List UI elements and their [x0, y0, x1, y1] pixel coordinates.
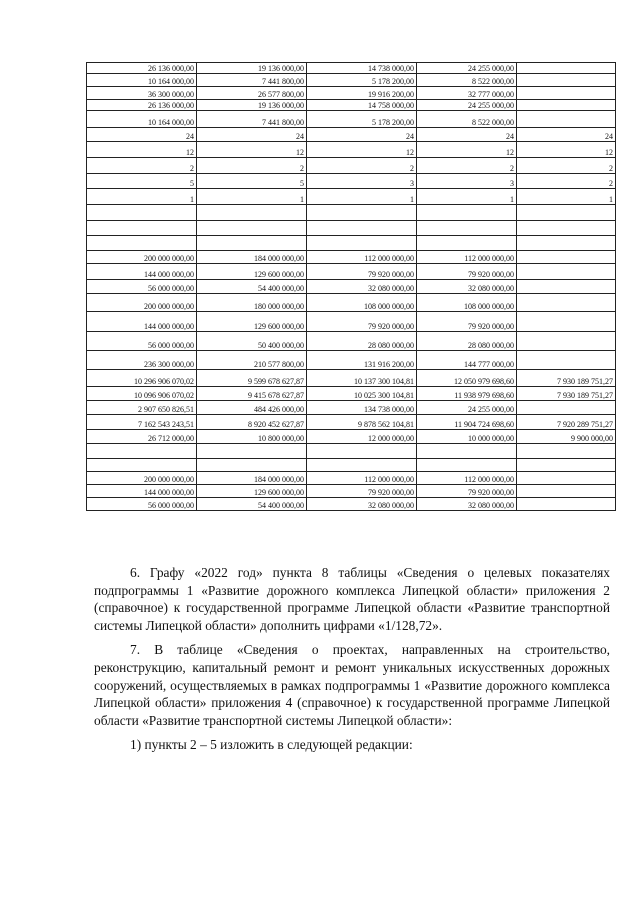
table-cell: 32 080 000,00 [307, 498, 417, 511]
table-cell: 2 [417, 158, 517, 174]
table-cell: 9 415 678 627,87 [197, 387, 307, 401]
table-row [87, 351, 616, 370]
table-cell [517, 485, 616, 498]
table-cell [517, 472, 616, 485]
table-cell: 1 [307, 189, 417, 205]
table-row [87, 158, 616, 174]
table-cell [517, 251, 616, 264]
table-cell [417, 236, 517, 251]
table-cell: 8 522 000,00 [417, 74, 517, 87]
table-cell [517, 264, 616, 280]
table-cell [517, 63, 616, 74]
table-row [87, 142, 616, 158]
table-cell: 2 [517, 174, 616, 189]
table-cell [197, 444, 307, 459]
table-cell: 12 [87, 142, 197, 158]
table-cell: 11 904 724 698,60 [417, 415, 517, 430]
table-cell: 26 577 800,00 [197, 87, 307, 100]
table-row [87, 415, 616, 430]
table-cell: 10 296 906 070,02 [87, 370, 197, 387]
table-cell [87, 221, 197, 236]
table-cell [307, 205, 417, 221]
paragraph-7: 7. В таблице «Сведения о проектах, направленных на строительство, реконструкцию, капитальный ремонт и ремонт уникальных искусственных дорожных сооружений, осуществляемых в рамках подпрограммы 1 «Развитие дорожного комплекса Липецкой области» приложения 4 (справочное) к государственной программе Липецкой области «Развитие транспортной системы Липецкой области»: [94, 642, 610, 728]
table-cell: 28 080 000,00 [307, 332, 417, 351]
table-cell: 24 [517, 128, 616, 142]
table-cell [307, 459, 417, 472]
table-cell: 3 [417, 174, 517, 189]
table-cell [87, 236, 197, 251]
table-cell: 32 080 000,00 [307, 280, 417, 294]
table-cell: 19 136 000,00 [197, 100, 307, 111]
table-cell [417, 205, 517, 221]
table-cell: 26 712 000,00 [87, 430, 197, 444]
table-cell: 184 000 000,00 [197, 251, 307, 264]
table-row [87, 485, 616, 498]
table-cell: 7 441 800,00 [197, 74, 307, 87]
table-cell: 56 000 000,00 [87, 498, 197, 511]
table-row [87, 401, 616, 415]
table-cell: 32 080 000,00 [417, 498, 517, 511]
table-cell: 200 000 000,00 [87, 294, 197, 312]
table-cell: 26 136 000,00 [87, 63, 197, 74]
table-cell: 1 [417, 189, 517, 205]
table-cell: 12 [307, 142, 417, 158]
table-cell: 129 600 000,00 [197, 264, 307, 280]
table-cell: 26 136 000,00 [87, 100, 197, 111]
table-cell: 184 000 000,00 [197, 472, 307, 485]
table-cell: 56 000 000,00 [87, 332, 197, 351]
table-cell: 9 900 000,00 [517, 430, 616, 444]
table-row [87, 370, 616, 387]
table-cell: 10 096 906 070,02 [87, 387, 197, 401]
table-cell [517, 312, 616, 332]
table-cell [517, 280, 616, 294]
table-cell: 5 [87, 174, 197, 189]
table-cell: 108 000 000,00 [417, 294, 517, 312]
table-cell: 24 255 000,00 [417, 63, 517, 74]
financing-table [86, 62, 616, 511]
table-cell: 10 800 000,00 [197, 430, 307, 444]
table-cell [417, 444, 517, 459]
table-cell: 79 920 000,00 [307, 312, 417, 332]
table-cell: 144 000 000,00 [87, 312, 197, 332]
table-cell: 12 000 000,00 [307, 430, 417, 444]
table-cell: 10 025 300 104,81 [307, 387, 417, 401]
table-cell: 5 [197, 174, 307, 189]
table-cell [307, 444, 417, 459]
table-cell [517, 205, 616, 221]
table-cell: 12 [517, 142, 616, 158]
table-cell: 79 920 000,00 [417, 312, 517, 332]
table-row [87, 174, 616, 189]
table-row [87, 189, 616, 205]
table-cell: 1 [87, 189, 197, 205]
table-cell: 112 000 000,00 [417, 251, 517, 264]
table-cell [517, 351, 616, 370]
table-cell: 3 [307, 174, 417, 189]
table-cell: 12 050 979 698,60 [417, 370, 517, 387]
table-cell: 10 137 300 104,81 [307, 370, 417, 387]
table-row [87, 205, 616, 221]
table-row [87, 459, 616, 472]
table-cell [517, 111, 616, 128]
paragraph-6: 6. Графу «2022 год» пункта 8 таблицы «Сведения о целевых показателях подпрограммы 1 «Развитие дорожного комплекса Липецкой области» приложения 2 (справочное) к государственной программе Липецкой области «Развитие транспортной системы Липецкой области» дополнить цифрами «1/128,72». [94, 565, 610, 633]
table-cell: 131 916 200,00 [307, 351, 417, 370]
table-row [87, 332, 616, 351]
table-cell [517, 87, 616, 100]
table-cell: 24 255 000,00 [417, 100, 517, 111]
document-text [94, 564, 610, 761]
table-cell: 10 164 000,00 [87, 74, 197, 87]
table-cell: 36 300 000,00 [87, 87, 197, 100]
table-cell: 180 000 000,00 [197, 294, 307, 312]
table-cell: 5 178 200,00 [307, 74, 417, 87]
table-cell: 112 000 000,00 [307, 251, 417, 264]
table-cell: 12 [197, 142, 307, 158]
table-cell: 9 599 678 627,87 [197, 370, 307, 387]
table-cell: 7 162 543 243,51 [87, 415, 197, 430]
table-cell [517, 221, 616, 236]
table-cell [517, 459, 616, 472]
table-cell [307, 221, 417, 236]
table-cell: 236 300 000,00 [87, 351, 197, 370]
table-cell [517, 498, 616, 511]
table-cell: 7 930 189 751,27 [517, 387, 616, 401]
table-cell: 2 907 650 826,51 [87, 401, 197, 415]
table-cell: 2 [87, 158, 197, 174]
table-row [87, 444, 616, 459]
table-cell: 112 000 000,00 [307, 472, 417, 485]
table-cell: 8 522 000,00 [417, 111, 517, 128]
financing-table-body [87, 63, 616, 511]
table-cell: 200 000 000,00 [87, 472, 197, 485]
table-cell: 79 920 000,00 [307, 264, 417, 280]
table-cell: 8 920 452 627,87 [197, 415, 307, 430]
table-cell: 79 920 000,00 [417, 264, 517, 280]
table-row [87, 387, 616, 401]
table-cell: 24 255 000,00 [417, 401, 517, 415]
table-cell: 108 000 000,00 [307, 294, 417, 312]
table-row [87, 74, 616, 87]
table-cell: 79 920 000,00 [307, 485, 417, 498]
table-row [87, 312, 616, 332]
table-cell: 7 920 289 751,27 [517, 415, 616, 430]
table-cell: 79 920 000,00 [417, 485, 517, 498]
table-cell: 112 000 000,00 [417, 472, 517, 485]
table-row [87, 63, 616, 74]
table-cell: 50 400 000,00 [197, 332, 307, 351]
table-cell: 144 777 000,00 [417, 351, 517, 370]
table-cell: 14 738 000,00 [307, 63, 417, 74]
table-cell: 24 [307, 128, 417, 142]
table-row [87, 100, 616, 111]
table-cell: 2 [197, 158, 307, 174]
table-cell [197, 236, 307, 251]
table-cell [517, 401, 616, 415]
table-row [87, 87, 616, 100]
table-cell: 32 777 000,00 [417, 87, 517, 100]
table-cell [517, 100, 616, 111]
paragraph-7-item-1: 1) пункты 2 – 5 изложить в следующей редакции: [130, 737, 413, 753]
table-cell [87, 444, 197, 459]
table-cell: 11 938 979 698,60 [417, 387, 517, 401]
table-row [87, 221, 616, 236]
table-cell: 19 916 200,00 [307, 87, 417, 100]
table-cell: 9 878 562 104,81 [307, 415, 417, 430]
table-cell: 144 000 000,00 [87, 264, 197, 280]
table-cell: 19 136 000,00 [197, 63, 307, 74]
table-cell: 14 758 000,00 [307, 100, 417, 111]
table-cell: 2 [517, 158, 616, 174]
table-cell [417, 459, 517, 472]
table-cell: 56 000 000,00 [87, 280, 197, 294]
table-row [87, 111, 616, 128]
table-cell: 1 [517, 189, 616, 205]
table-cell: 129 600 000,00 [197, 485, 307, 498]
table-cell [517, 444, 616, 459]
table-cell: 1 [197, 189, 307, 205]
table-cell: 24 [417, 128, 517, 142]
table-cell: 12 [417, 142, 517, 158]
table-row [87, 430, 616, 444]
table-cell: 7 930 189 751,27 [517, 370, 616, 387]
table-row [87, 128, 616, 142]
table-cell [197, 205, 307, 221]
table-cell: 144 000 000,00 [87, 485, 197, 498]
table-cell [87, 459, 197, 472]
table-cell: 200 000 000,00 [87, 251, 197, 264]
table-cell [517, 74, 616, 87]
table-cell: 7 441 800,00 [197, 111, 307, 128]
table-cell [417, 221, 517, 236]
table-row [87, 498, 616, 511]
table-cell: 2 [307, 158, 417, 174]
table-row [87, 472, 616, 485]
table-cell [307, 236, 417, 251]
table-row [87, 264, 616, 280]
table-cell: 10 164 000,00 [87, 111, 197, 128]
table-cell: 10 000 000,00 [417, 430, 517, 444]
table-cell [517, 236, 616, 251]
table-cell: 5 178 200,00 [307, 111, 417, 128]
table-cell [197, 459, 307, 472]
table-cell: 210 577 800,00 [197, 351, 307, 370]
table-cell: 54 400 000,00 [197, 498, 307, 511]
table-cell: 484 426 000,00 [197, 401, 307, 415]
table-cell [87, 205, 197, 221]
table-cell: 134 738 000,00 [307, 401, 417, 415]
table-cell [517, 294, 616, 312]
table-row [87, 251, 616, 264]
table-cell [197, 221, 307, 236]
table-cell: 54 400 000,00 [197, 280, 307, 294]
table-row [87, 236, 616, 251]
table-cell: 28 080 000,00 [417, 332, 517, 351]
table-cell: 129 600 000,00 [197, 312, 307, 332]
table-cell: 24 [197, 128, 307, 142]
table-row [87, 294, 616, 312]
table-cell: 32 080 000,00 [417, 280, 517, 294]
table-cell: 24 [87, 128, 197, 142]
table-row [87, 280, 616, 294]
table-cell [517, 332, 616, 351]
